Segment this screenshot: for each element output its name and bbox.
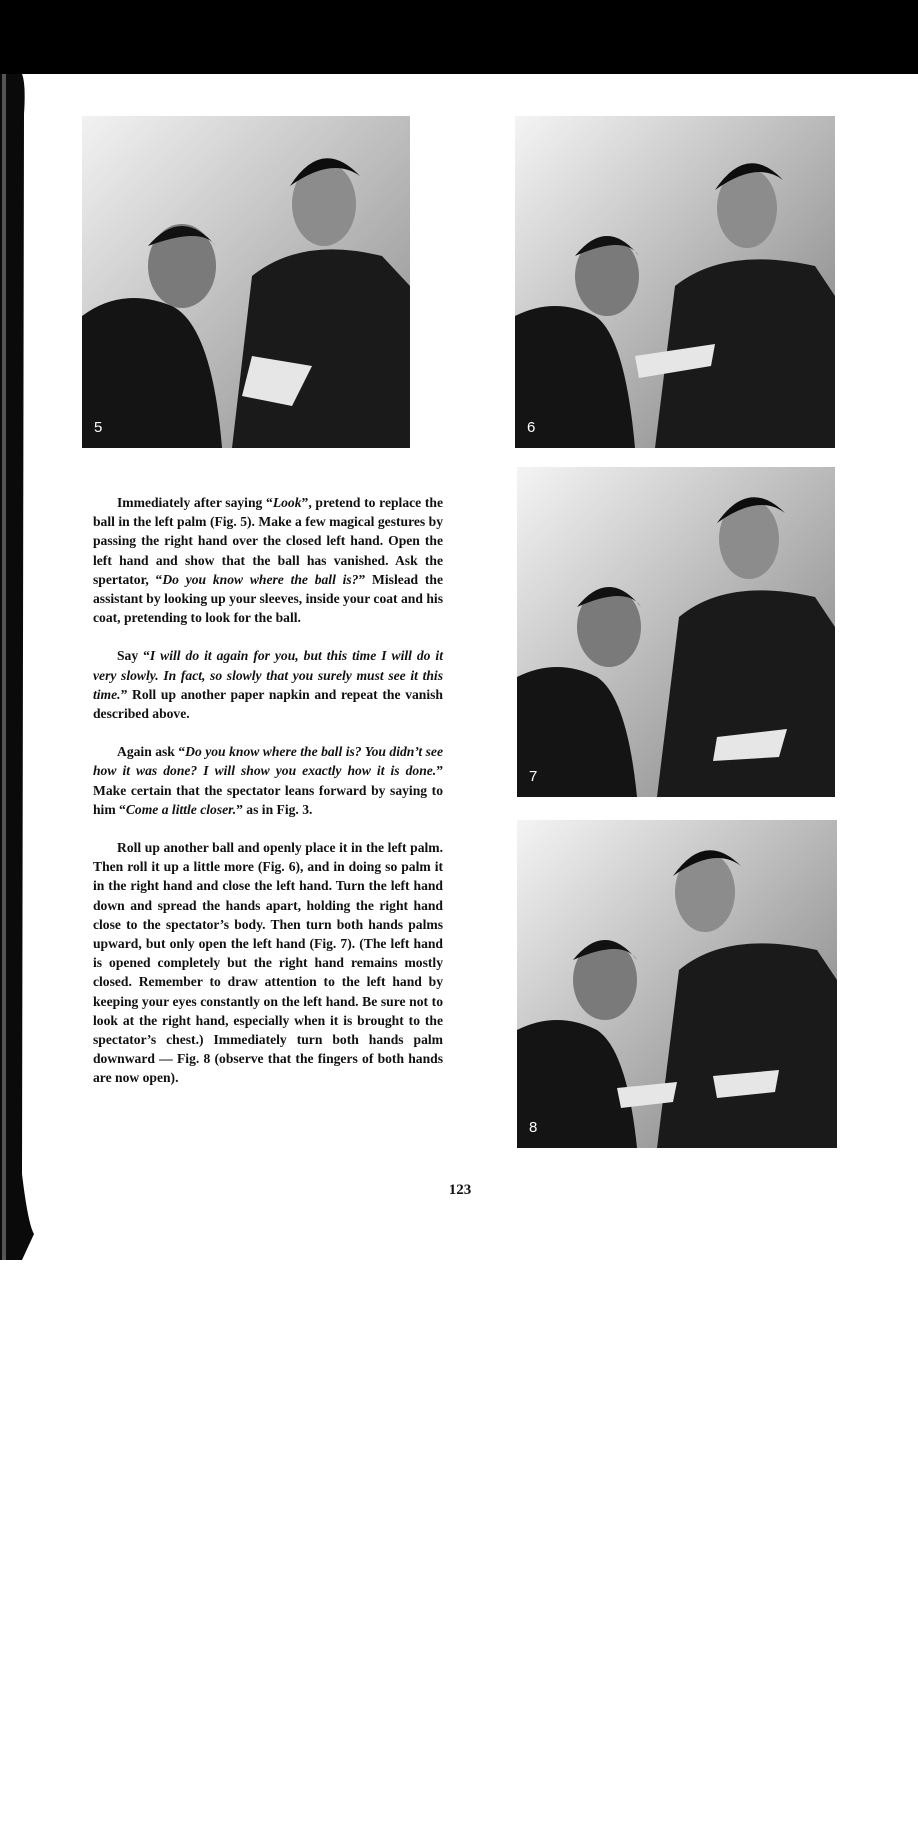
figure-6-illustration bbox=[515, 116, 835, 448]
figure-7-number: 7 bbox=[529, 768, 538, 785]
paragraph-2-text: Say “ bbox=[117, 648, 150, 664]
paragraph-4-text: Roll up another ball and openly place it in the left palm. Then roll it up a little more (Fig. 6), and in doing so palm it in the right hand and close the left hand. Turn the left hand down and spread the hands apart, holding the right hand close to the spectator’s body. Then turn both hands palms upward, but only open the left hand (Fig. 7). (The left hand is opened completely but the right hand remains mostly closed. Remember to draw attention to the left hand by keeping your eyes constantly on the left hand. Be sure not to look at the right hand, especially when it is brought to the spectator’s chest.) Immediately turn both hands palm downward — Fig. 8 (observe that the fingers of both hands are now open). bbox=[93, 840, 443, 1086]
paragraph-3-italic-quote: Do you know where the ball is? You didn’t see how it was done? I will show you exactly how it is done. bbox=[93, 744, 443, 779]
figure-5-illustration bbox=[82, 116, 410, 448]
figure-5-photo bbox=[82, 116, 410, 448]
paragraph-3-text-3: ” as in Fig. 3. bbox=[236, 801, 313, 817]
paragraph-2 bbox=[93, 646, 443, 723]
paragraph-3 bbox=[93, 742, 443, 819]
paragraph-1-text-3: ” Mislead the assistant by looking up your sleeves, inside your coat and his coat, pretending to look for the ball. bbox=[93, 571, 443, 626]
figure-8-number: 8 bbox=[529, 1119, 538, 1136]
paragraph-3-text-2: ” Make certain that the spectator leans forward by saying to him “ bbox=[93, 763, 443, 817]
paragraph-1 bbox=[93, 493, 443, 627]
figure-5-number: 5 bbox=[94, 419, 103, 436]
figure-8-illustration bbox=[517, 820, 837, 1148]
paragraph-2-italic-quote: I will do it again for you, but this time I will do it very slowly. In fact, so slowly that you surely must see it this time. bbox=[93, 648, 443, 702]
paragraph-1-italic-look: Look bbox=[272, 495, 302, 510]
figure-8-photo bbox=[517, 820, 837, 1148]
paragraph-1-text-2: ”, pretend to replace the ball in the left palm (Fig. 5). Make a few magical gestures by passing the right hand over the closed left hand. Open the left hand and show that the ball has vanished. Ask the spertator, “ bbox=[93, 495, 444, 587]
figure-6-number: 6 bbox=[527, 419, 536, 436]
page-number: 123 bbox=[448, 1182, 472, 1198]
paragraph-4 bbox=[93, 838, 443, 1088]
paragraph-3-text: Again ask “ bbox=[117, 744, 186, 760]
paragraph-1-italic-question: Do you know where the ball is? bbox=[162, 571, 359, 587]
paragraph-1-text: Immediately after saying “ bbox=[117, 495, 273, 510]
figure-7-photo bbox=[517, 467, 835, 797]
scan-top-border bbox=[0, 0, 918, 74]
body-text-column bbox=[93, 493, 443, 1107]
book-spine-shadow bbox=[0, 74, 34, 1260]
figure-6-photo bbox=[515, 116, 835, 448]
figure-7-illustration bbox=[517, 467, 835, 797]
paragraph-2-text-2: ” Roll up another paper napkin and repeat the vanish described above. bbox=[93, 686, 443, 722]
paragraph-3-italic-closer: Come a little closer. bbox=[125, 801, 237, 817]
